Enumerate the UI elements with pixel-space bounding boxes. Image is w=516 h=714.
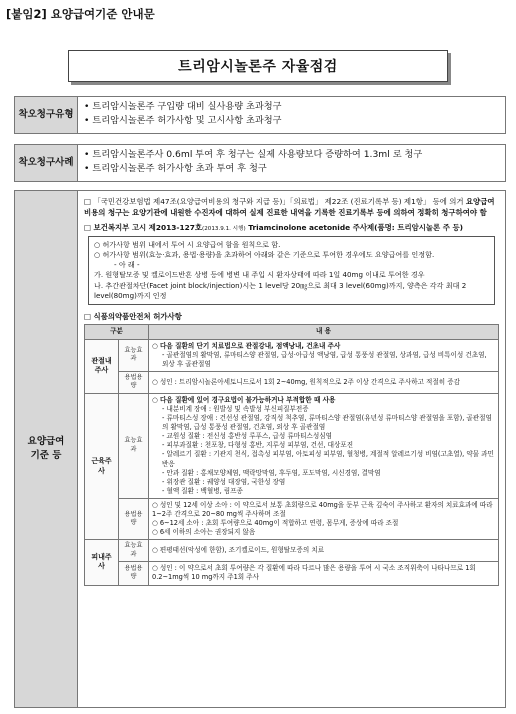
subgroup-label: 효능효과: [119, 540, 149, 562]
group-label: 피내주사: [85, 540, 119, 585]
law-paragraph: □ 「국민건강보험법 제47조(요양급여비용의 청구와 지급 등)」「의료법」 제22조 (진료기록부 등) 제1항」 등에 의거 요양급여비용의 청구는 요양기관에 내원한 수진자에 대하여 실제 진료한 내역을 기록한 진료기록부 등에 의하여 정확히 청구하여야 함: [84, 197, 495, 218]
subgroup-label: 효능효과: [119, 393, 149, 498]
table-cell: ○ 편평태선(악성에 한함), 조기켈로이드, 원형탈모증의 치료: [149, 540, 499, 562]
attachment-tag: [붙임2] 요양급여기준 안내문: [6, 7, 155, 21]
notice-heading: □ 보건복지부 고시 제2013-127호(2013.9.1. 시행) Triamcinolone acetonide 주사제(품명: 트리암시놀론 주 등): [84, 223, 463, 233]
criteria-content: [78, 190, 506, 708]
group-label: 근육주사: [85, 393, 119, 539]
group-label: 관절내주사: [85, 339, 119, 393]
error-case-item: • 트리암시놀론주 허가사항 초과 투여 후 청구: [84, 162, 499, 176]
subgroup-label: 용법용량: [119, 371, 149, 393]
table-cell: ○ 다음 질환에 있어 경구요법이 불가능하거나 부적합한 때 사용 - 내분비계 장애 : 원발성 및 속발성 부신피질부전증 - 류마티스성 장애 : 건선성 관절염, 강직성 척추염, 류마티스양 관절염(유년성 류마티스양 관절염을 포함), 골관절염의 활막염, 급성 통풍성 관절염, 건초염, 외상 후 골관절염 - 교원성 질환 : 전신성 홍반성 루푸스, 급성 류마티스성심염 - 피부과질환 : 천포창, 다형성 홍반, 지루성 피부염, 건선, 대상포진 - 알레르기 질환 : 기관지 천식, 접촉성 피부염, 아토피성 피부염, 혈청병, 계절적 알레르기성 비염(고초열), 약물 과민반응 - 안과 질환 : 홍채모양체염, 맥락망막염, 후두염, 포도막염, 시신경염, 결막염 - 위장관 질환 : 궤양성 대장염, 국한성 장염 - 혈액 질환 : 백혈병, 림프종: [149, 393, 499, 498]
table-cell: ○ 성인 및 12세 이상 소아 : 이 약으로서 보통 초회량으로 40mg을 둔부 근육 깊숙이 주사하고 환자의 치료효과에 따라 1~2주 간격으로 20~80 mg씩 주사하며 조절 ○ 6~12세 소아 : 초회 투여량으로 40mg이 적합하고 연령, 몸무게, 증상에 따라 조절 ○ 6세 이하의 소아는 권장되지 않음: [149, 498, 499, 539]
criteria-label: 요양급여 기준 등: [14, 190, 78, 708]
error-case-content: [78, 144, 506, 182]
table-cell: ○ 성인 : 트리암시놀론아세토니드로서 1회 2~40mg, 원칙적으로 2주 이상 간격으로 주사하고 적절히 증감: [149, 371, 499, 393]
criteria-section: [14, 190, 506, 708]
page-title: 트리암시놀론주 자율점검: [68, 50, 448, 82]
error-case-row: [14, 144, 506, 182]
table-row: [85, 498, 499, 539]
subgroup-label: 용법용량: [119, 498, 149, 539]
mfds-heading: □ 식품의약품안전처 허가사항: [84, 312, 182, 322]
table-row: [85, 371, 499, 393]
table-row: [85, 562, 499, 585]
error-type-item: • 트리암시놀론주 허가사항 및 고시사항 초과청구: [84, 114, 499, 128]
table-header-category: 구분: [85, 325, 149, 339]
table-row: [85, 540, 499, 562]
error-type-item: • 트리암시놀론주 구입량 대비 실사용량 초과청구: [84, 100, 499, 114]
notice-box: ○ 허가사항 범위 내에서 투여 시 요양급여 함을 원칙으로 함. ○ 허가사항 범위(효능·효과, 용법·용량)을 초과하여 아래와 같은 기준으로 투여한 경우에도 요양급여를 인정함. - 아 래 - 가. 원형탈모증 및 켈로이드반흔 상병 등에 병변 내 주입 시 환자상태에 따라 1일 40mg 이내로 투여한 경우 나. 추간관절차단(Facet joint block/injection)시는 1 level당 20㎎으로 최대 3 level(60mg)까지, 양측은 각각 최대 2 level(80mg)까지 인정: [88, 236, 495, 306]
approval-table: [84, 324, 499, 585]
table-row: [85, 339, 499, 371]
subgroup-label: 용법용량: [119, 562, 149, 585]
error-type-label: 착오청구 유형: [14, 96, 78, 134]
table-row: [85, 393, 499, 498]
error-type-content: [78, 96, 506, 134]
error-type-row: [14, 96, 506, 134]
error-case-label: 착오청구 사례: [14, 144, 78, 182]
table-cell: ○ 다음 질환의 단기 치료법으로 관절강내, 점액낭내, 건초내 주사 - 골관절염의 활막염, 류마티스양 관절염, 급성·아급성 액낭염, 급성 통풍성 관절염, 상과염, 급성 비특이성 건초염, 외상 후 골관절염: [149, 339, 499, 371]
subgroup-label: 효능효과: [119, 339, 149, 371]
table-header-content: 내 용: [149, 325, 499, 339]
table-cell: ○ 성인 : 이 약으로서 초회 투여량은 각 질환에 따라 다르나 많은 용량을 투여 시 국소 조직위축이 나타나므로 1회 0.2~1mg씩 10 mg까지 주1회 주사: [149, 562, 499, 585]
error-case-item: • 트리암시놀론주사 0.6ml 투여 후 청구는 실제 사용량보다 증량하여 1.3ml 로 청구: [84, 148, 499, 162]
